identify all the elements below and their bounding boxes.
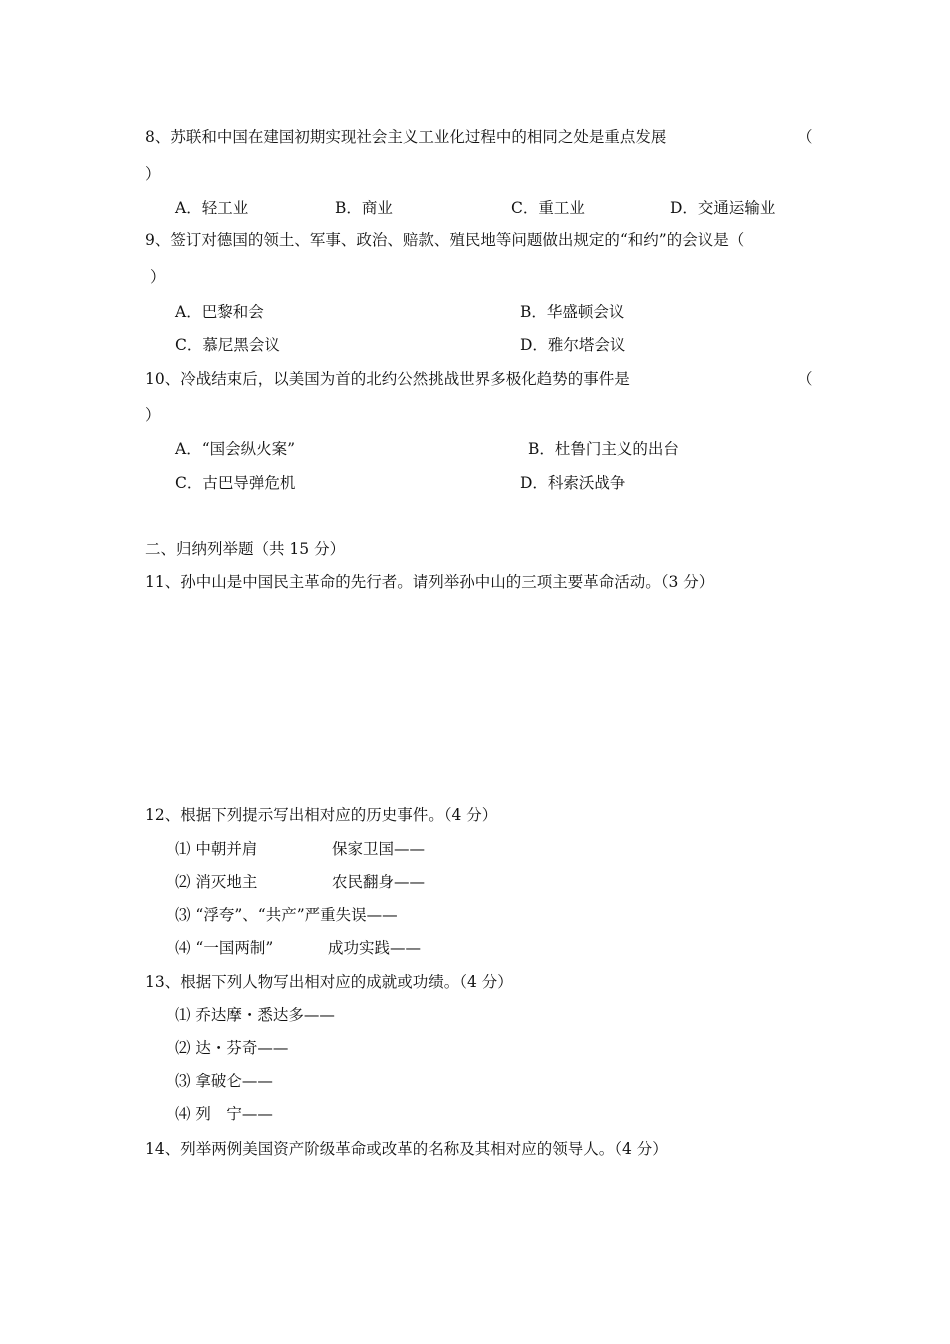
q8-option-b: B．商业	[335, 199, 393, 217]
q12-item-4-hint: 成功实践——	[328, 939, 422, 957]
q9-paren-close: ）	[150, 268, 166, 286]
q12-item-2-hint: 农民翻身——	[332, 873, 426, 891]
section2-title: 二、归纳列举题（共 15 分）	[145, 540, 346, 558]
q12-item-1-hint: 保家卫国——	[332, 840, 426, 858]
q8-option-c: C．重工业	[511, 199, 585, 217]
q13-stem: 13、根据下列人物写出相对应的成就或功绩。（4 分）	[145, 973, 513, 991]
q10-option-a: A．“国会纵火案”	[175, 440, 296, 458]
q8-paren-close: ）	[145, 165, 161, 183]
q12-item-2-label: ⑵ 消灭地主	[175, 873, 258, 891]
q12-item-3-label: ⑶ “浮夸”、“共产”严重失误——	[175, 906, 398, 924]
q10-option-c: C．古巴导弹危机	[175, 474, 296, 492]
q10-option-b: B．杜鲁门主义的出台	[528, 440, 679, 458]
q11-stem: 11、孙中山是中国民主革命的先行者。请列举孙中山的三项主要革命活动。（3 分）	[145, 573, 715, 591]
q10-paren-close: ）	[145, 406, 161, 424]
q9-option-b: B．华盛顿会议	[520, 303, 625, 321]
q10-stem: 10、冷战结束后，以美国为首的北约公然挑战世界多极化趋势的事件是	[145, 370, 630, 388]
q9-option-c: C．慕尼黑会议	[175, 336, 280, 354]
q13-item-4: ⑷ 列 宁——	[175, 1105, 273, 1123]
q13-item-3: ⑶ 拿破仑——	[175, 1072, 273, 1090]
q8-paren-open: （	[797, 128, 813, 146]
q9-option-d: D．雅尔塔会议	[520, 336, 626, 354]
q10-paren-open: （	[797, 370, 813, 388]
q8-option-a: A．轻工业	[175, 199, 249, 217]
q8-stem: 8、苏联和中国在建国初期实现社会主义工业化过程中的相同之处是重点发展	[145, 128, 667, 146]
q9-option-a: A．巴黎和会	[175, 303, 264, 321]
q12-stem: 12、根据下列提示写出相对应的历史事件。（4 分）	[145, 806, 498, 824]
q14-stem: 14、列举两例美国资产阶级革命或改革的名称及其相对应的领导人。（4 分）	[145, 1140, 668, 1158]
q13-item-2: ⑵ 达・芬奇——	[175, 1039, 289, 1057]
q12-item-4-label: ⑷ “一国两制”	[175, 939, 274, 957]
q12-item-1-label: ⑴ 中朝并肩	[175, 840, 258, 858]
q8-option-d: D．交通运输业	[670, 199, 776, 217]
q10-option-d: D．科索沃战争	[520, 474, 626, 492]
q9-stem: 9、签订对德国的领土、军事、政治、赔款、殖民地等问题做出规定的“和约”的会议是（	[145, 231, 745, 249]
q13-item-1: ⑴ 乔达摩・悉达多——	[175, 1006, 335, 1024]
